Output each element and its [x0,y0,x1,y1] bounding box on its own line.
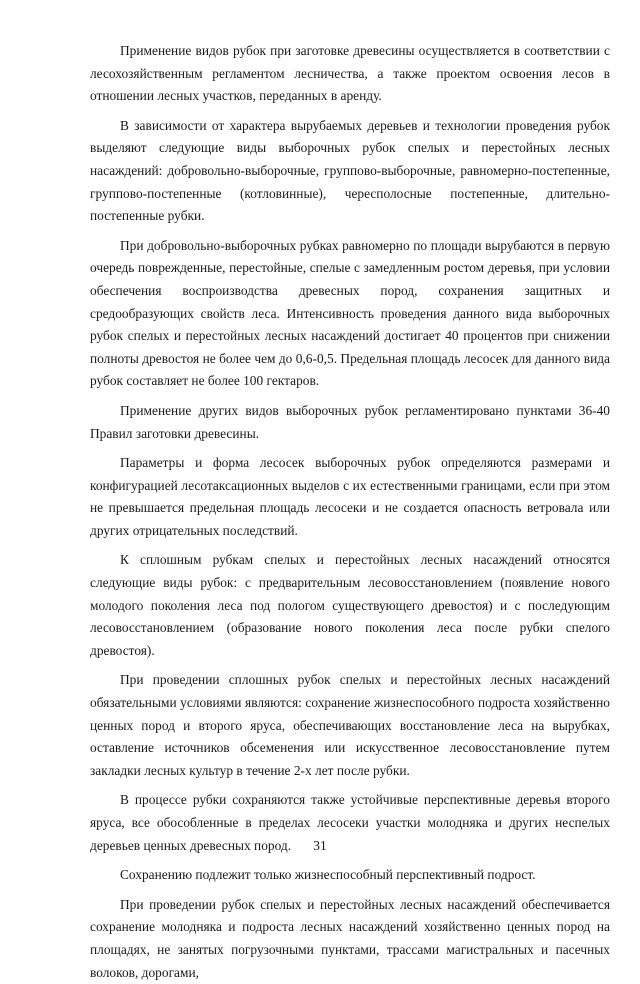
paragraph-5: Параметры и форма лесосек выборочных рубок определяются размерами и конфигурацией лесотаксационных выделов с их естественными границами, если при этом не превышается предельная площадь лесосеки и не создается опасность ветровала или других отрицательных последствий. [90,455,610,538]
paragraph-2: В зависимости от характера вырубаемых деревьев и технологии проведения рубок выделяют следующие виды выборочных рубок спелых и перестойных лесных насаждений: добровольно-выборочные, группово-выборочные, равномерно-постепенные, группово-постепенные (котловинные), чересполосные постепенные, длительно-постепенные рубки. [90,117,610,224]
paragraph-9: Сохранению подлежит только жизнеспособный перспективный подрост. [120,867,536,883]
paragraph-1: Применение видов рубок при заготовке древесины осуществляется в соответствии с лесохозяйственным регламентом лесничества, а также проектом освоения лесов в отношении лесных участков, переданных в аренду. [90,43,610,104]
page-number: 31 [313,838,327,853]
paragraph-3: При добровольно-выборочных рубках равномерно по площади вырубаются в первую очередь поврежденные, перестойные, спелые с замедленным ростом деревья, при условии обеспечения воспроизводства древесных пород, сохранения защитных и средообразующих свойств леса. Интенсивность проведения данного вида выборочных рубок спелых и перестойных лесных насаждений достигает 40 процентов при снижении полноты древостоя не более чем до 0,6-0,5. Предельная площадь лесосек для данного вида рубок составляет не более 100 гектаров. [90,237,610,389]
paragraph-4: Применение других видов выборочных рубок регламентировано пунктами 36-40 Правил заготовки древесины. [90,402,610,441]
paragraph-7: При проведении сплошных рубок спелых и перестойных лесных насаждений обязательными условиями являются: сохранение жизнеспособного подроста хозяйственно ценных пород и второго яруса, обеспечивающих восстановление леса на вырубках, оставление источников обсеменения или искусственное лесовосстановление путем закладки лесных культур в течение 2-х лет после рубки. [90,672,610,778]
paragraph-6: К сплошным рубкам спелых и перестойных лесных насаждений относятся следующие виды рубок: с предварительным лесовосстановлением (появление нового молодого поколения леса под пологом существующего древостоя) и с последующим лесовосстановлением (образование нового поколения леса после рубки спелого древостоя). [90,552,610,658]
paragraph-10: При проведении рубок спелых и перестойных лесных насаждений обеспечивается сохранение молодняка и подроста лесных насаждений хозяйственно ценных пород на площадях, не занятых погрузочными пунктами, трассами магистральных и пасечных волоков, дорогами, [90,896,610,980]
paragraph-8: В процессе рубки сохраняются также устойчивые перспективные деревья второго яруса, все обособленные в пределах лесосеки участки молодняка и других неспелых деревьев ценных древесных пород. [90,792,610,853]
